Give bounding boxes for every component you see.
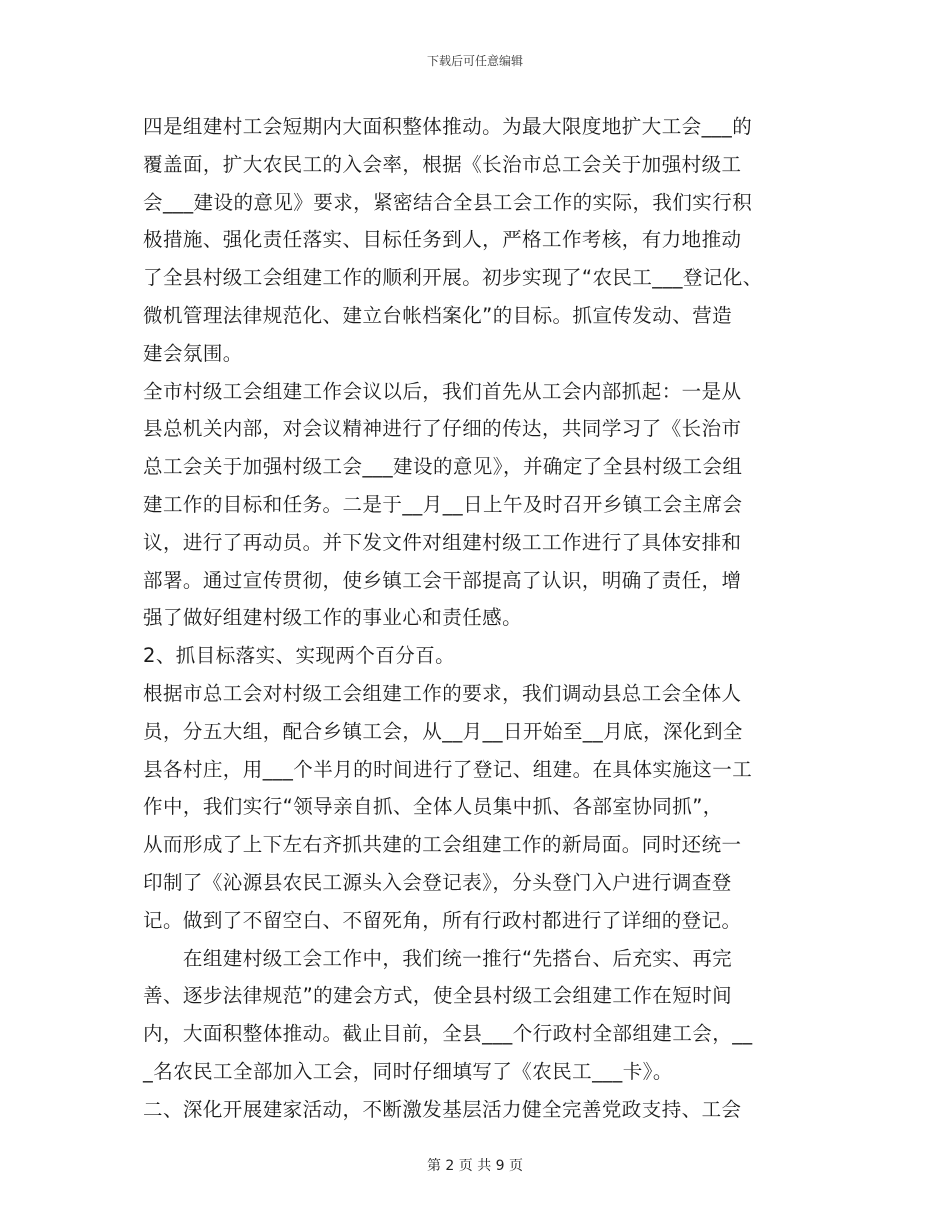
text-line: _名农民工全部加入工会，同时仔细填写了《农民工___卡》。 <box>143 1059 673 1083</box>
text-line: 四是组建村工会短期内大面积整体推动。为最大限度地扩大工会___的 <box>143 115 753 138</box>
text-line: 覆盖面，扩大农民工的入会率，根据《长治市总工会关于加强村级工 <box>143 152 742 176</box>
text-line: 内，大面积整体推动。截止目前，全县___个行政村全部组建工会，__ <box>143 1022 753 1046</box>
page-number: 第 2 页 共 9 页 <box>426 1158 524 1174</box>
text-line: 总工会关于加强村级工会___建设的意见》，并确定了全县村级工会组 <box>143 455 743 479</box>
section-heading: 2、抓目标落实、实现两个百分百。 <box>143 644 456 668</box>
text-line: 建会氛围。 <box>143 341 243 365</box>
text-line: 微机管理法律规范化、建立台帐档案化”的目标。抓宣传发动、营造 <box>143 303 733 327</box>
text-line: 在组建村级工会工作中，我们统一推行“先搭台、后充实、再完 <box>143 946 733 970</box>
text-line: 县总机关内部，对会议精神进行了仔细的传达，共同学习了《长治市 <box>143 417 742 441</box>
text-line: 全市村级工会组建工作会议以后，我们首先从工会内部抓起：一是从 <box>143 379 742 403</box>
text-line: 强了做好组建村级工作的事业心和责任感。 <box>143 606 523 630</box>
text-line: 极措施、强化责任落实、目标任务到人，严格工作考核，有力地推动 <box>143 228 742 252</box>
text-line: 建工作的目标和任务。二是于__月__日上午及时召开乡镇工会主席会 <box>143 492 743 516</box>
text-line: 会___建设的意见》要求，紧密结合全县工会工作的实际，我们实行积 <box>143 190 753 214</box>
text-line: 了全县村级工会组建工作的顺利开展。初步实现了“农民工___登记化、 <box>143 266 763 290</box>
text-line: 县各村庄，用___个半月的时间进行了登记、组建。在具体实施这一工 <box>143 757 753 781</box>
page-header: 下载后可任意编辑 <box>426 54 523 68</box>
text-line: 记。做到了不留空白、不留死角，所有行政村都进行了详细的登记。 <box>143 908 742 932</box>
text-line: 根据市总工会对村级工会组建工作的要求，我们调动县总工会全体人 <box>143 681 742 705</box>
text-line: 善、逐步法律规范”的建会方式，使全县村级工会组建工作在短时间 <box>143 984 733 1008</box>
document-body <box>143 108 823 1129</box>
text-line: 员，分五大组，配合乡镇工会，从__月__日开始至__月底，深化到全 <box>143 719 743 743</box>
text-line: 从而形成了上下左右齐抓共建的工会组建工作的新局面。同时还统一 <box>143 833 742 857</box>
section-heading: 二、深化开展建家活动，不断激发基层活力健全完善党政支持、工会 <box>143 1097 742 1121</box>
text-line: 议，进行了再动员。并下发文件对组建村级工工作进行了具体安排和 <box>143 530 742 554</box>
text-line: 印制了《沁源县农民工源头入会登记表》，分头登门入户进行调查登 <box>143 870 732 894</box>
text-line: 部署。通过宣传贯彻，使乡镇工会干部提高了认识，明确了责任，增 <box>143 568 742 592</box>
text-line: 作中，我们实行“领导亲自抓、全体人员集中抓、各部室协同抓”， <box>143 795 723 819</box>
